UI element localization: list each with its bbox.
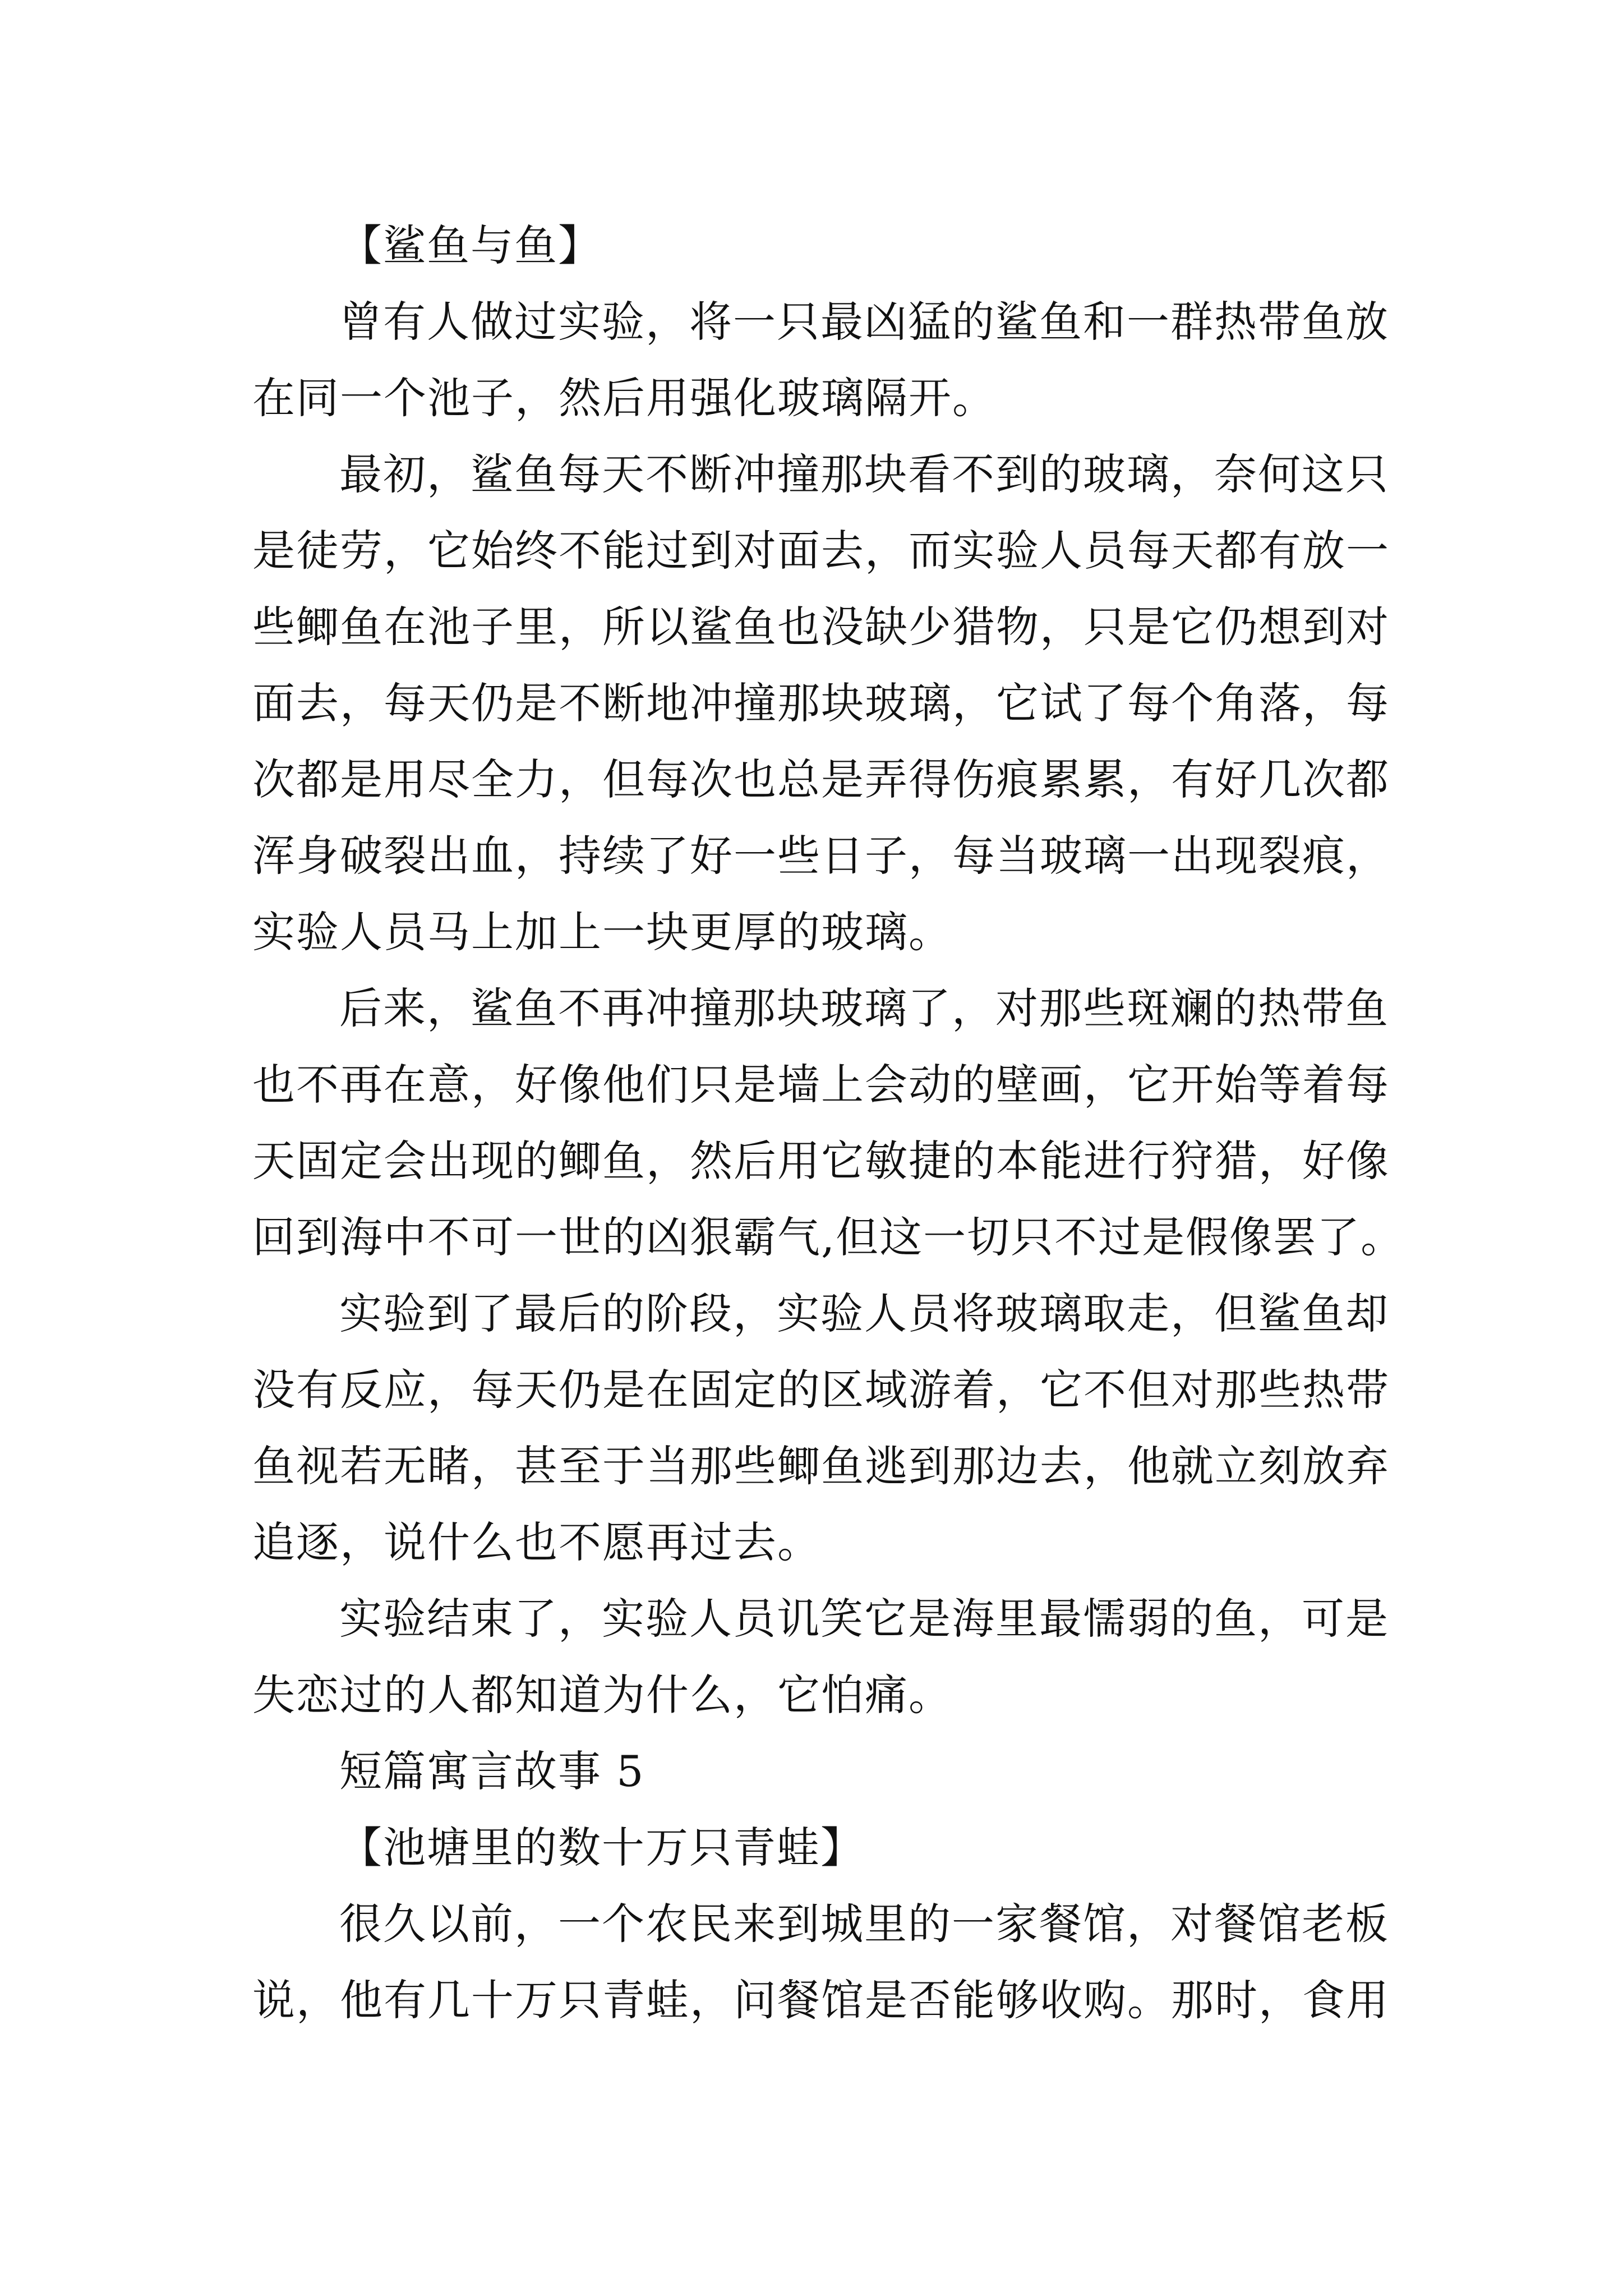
paragraph-line: 次都是用尽全力，但每次也总是弄得伤痕累累，有好几次都: [252, 754, 1390, 804]
paragraph-line: 没有反应，每天仍是在固定的区域游着，它不但对那些热带: [252, 1365, 1390, 1415]
paragraph-line: 后来，鲨鱼不再冲撞那块玻璃了，对那些斑斓的热带鱼: [339, 983, 1389, 1033]
paragraph-line: 是徒劳，它始终不能过到对面去，而实验人员每天都有放一: [252, 526, 1390, 576]
paragraph-line: 很久以前，一个农民来到城里的一家餐馆，对餐馆老板: [339, 1899, 1389, 1949]
paragraph-line: 追逐，说什么也不愿再过去。: [252, 1517, 821, 1567]
section-heading: 【池塘里的数十万只青蛙】: [339, 1823, 864, 1872]
paragraph-line: 实验人员马上加上一块更厚的玻璃。: [252, 907, 952, 957]
paragraph-line: 天固定会出现的鲫鱼，然后用它敏捷的本能进行狩猎，好像: [252, 1136, 1390, 1186]
document-body: [252, 208, 1405, 2039]
paragraph-line: 些鲫鱼在池子里，所以鲨鱼也没缺少猎物，只是它仍想到对: [252, 602, 1390, 652]
story-title: 短篇寓言故事 5: [339, 1746, 645, 1796]
paragraph-line: 鱼视若无睹，甚至于当那些鲫鱼逃到那边去，他就立刻放弃: [252, 1441, 1390, 1491]
paragraph-line: 说，他有几十万只青蛙，问餐馆是否能够收购。那时，食用: [252, 1975, 1390, 2025]
section-heading: 【鲨鱼与鱼】: [339, 220, 602, 270]
paragraph-line: 浑身破裂出血，持续了好一些日子，每当玻璃一出现裂痕，: [252, 831, 1390, 881]
paragraph-line: 失恋过的人都知道为什么，它怕痛。: [252, 1670, 952, 1720]
paragraph-line: 面去，每天仍是不断地冲撞那块玻璃，它试了每个角落，每: [252, 678, 1390, 728]
paragraph-line: 在同一个池子，然后用强化玻璃隔开。: [252, 373, 996, 423]
paragraph-line: 实验结束了，实验人员讥笑它是海里最懦弱的鱼，可是: [339, 1594, 1389, 1644]
paragraph-line: 实验到了最后的阶段，实验人员将玻璃取走，但鲨鱼却: [339, 1289, 1389, 1338]
paragraph-line: 最初，鲨鱼每天不断冲撞那块看不到的玻璃，奈何这只: [339, 449, 1389, 499]
paragraph-line: 回到海中不可一世的凶狠霸气,但这一切只不过是假像罢了。: [252, 1212, 1405, 1262]
paragraph-line: 曾有人做过实验，将一只最凶猛的鲨鱼和一群热带鱼放: [339, 297, 1389, 347]
paragraph-line: 也不再在意，好像他们只是墙上会动的壁画，它开始等着每: [252, 1060, 1390, 1110]
